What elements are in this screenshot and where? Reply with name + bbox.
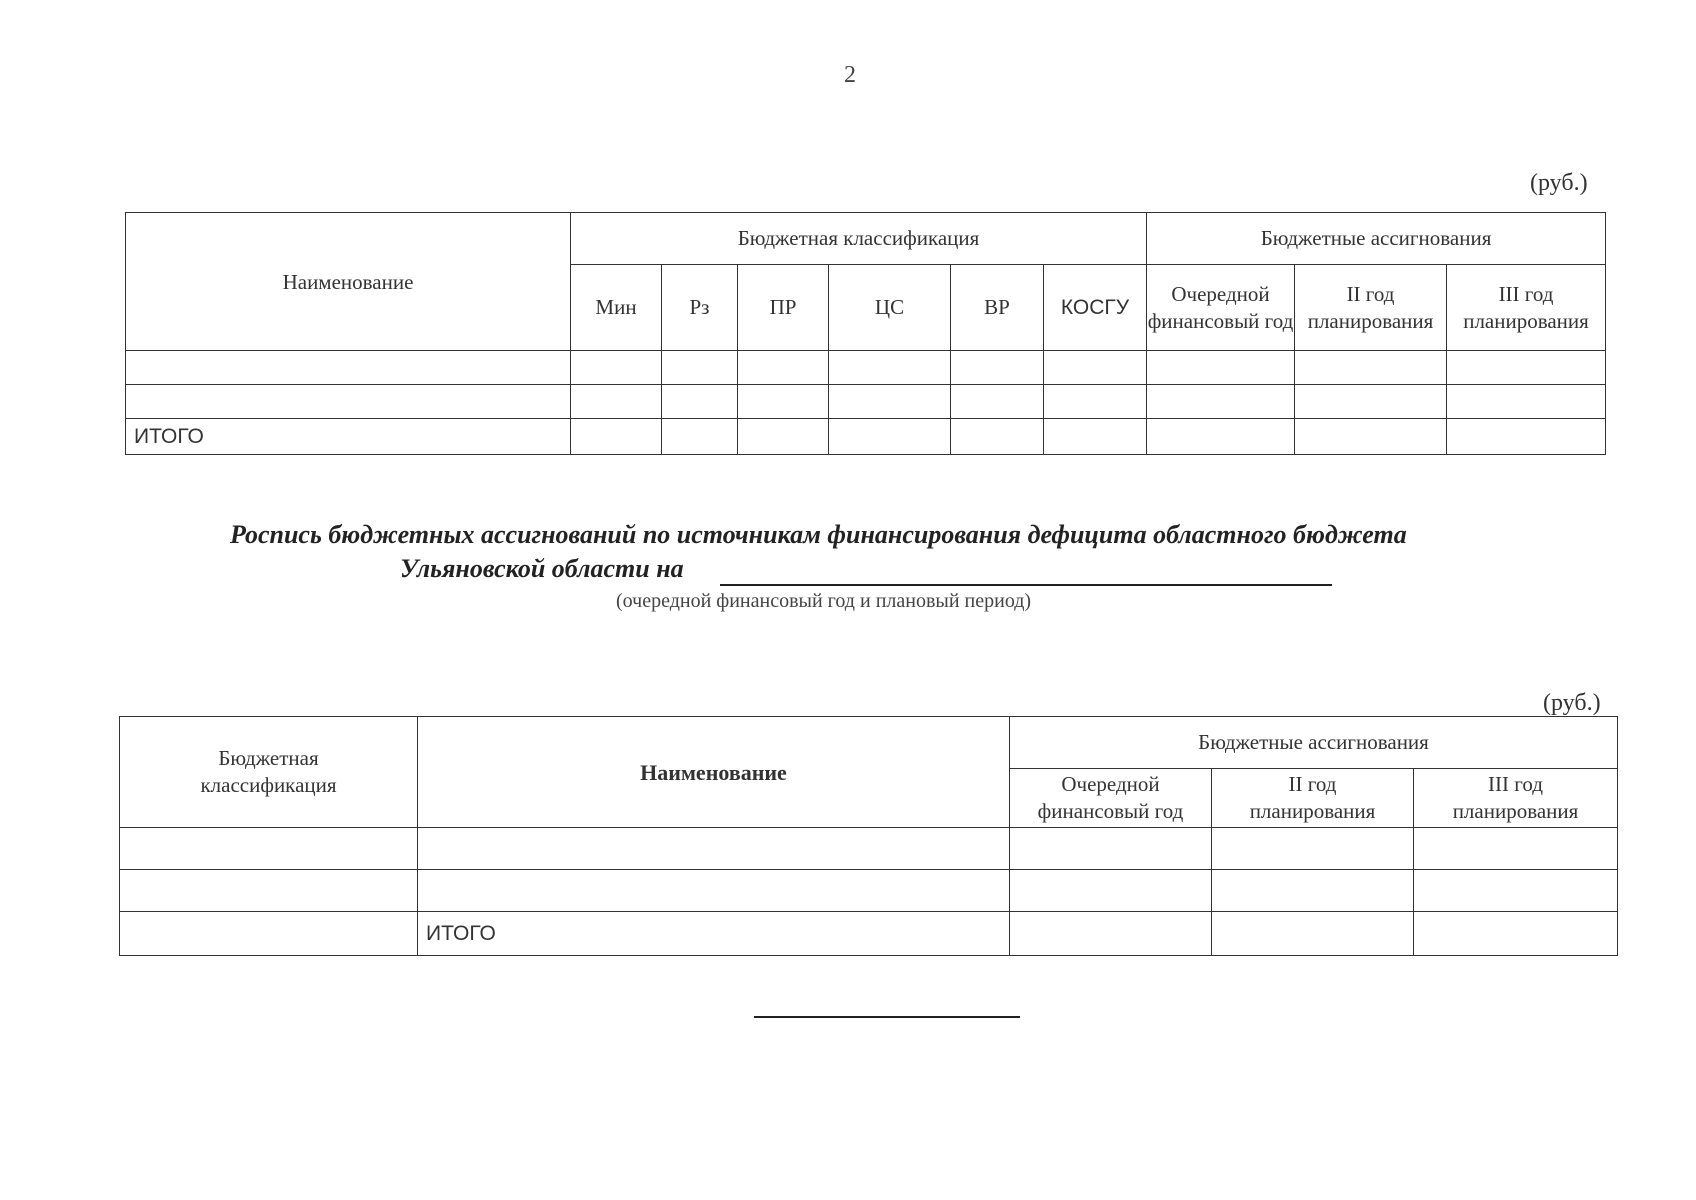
table2-header-classification: Бюджетная классификация [120,717,418,828]
table1-col-year2: II год планирования [1295,265,1447,351]
table1-header-classification: Бюджетная классификация [571,213,1147,265]
section-title-hint: (очередной финансовый год и плановый период) [616,590,1032,612]
table1-unit: (руб.) [1530,170,1588,196]
table-row [120,870,1618,912]
table1-col-rz: Рз [662,265,738,351]
closing-rule [754,1016,1020,1018]
table-row [126,351,1606,385]
sources-table [119,716,1618,956]
table1-col-pr: ПР [738,265,829,351]
table1-total-label: ИТОГО [126,419,571,455]
table1-col-min: Мин [571,265,662,351]
table2-total-row [120,912,1618,956]
period-fill-line [720,584,1332,586]
table1-col-kosgu: КОСГУ [1044,265,1147,351]
table-row [120,828,1618,870]
table2-header-name: Наименование [418,717,1010,828]
table1-col-vr: ВР [951,265,1044,351]
table1-col-year1: Очередной финансовый год [1147,265,1295,351]
page-number: 2 [844,62,856,88]
budget-table [125,212,1606,455]
table2-col-year2: II год планирования [1212,769,1414,828]
table2-header-assignments: Бюджетные ассигнования [1010,717,1618,769]
table2-col-year3: III год планирования [1414,769,1618,828]
table1-col-year3: III год планирования [1447,265,1606,351]
section-title-line1: Роспись бюджетных ассигнований по источникам финансирования дефицита областного бюджета [230,520,1407,549]
table1-header-assignments: Бюджетные ассигнования [1147,213,1606,265]
table1-total-row [126,419,1606,455]
section-title-line2: Ульяновской области на [400,554,684,583]
table2-total-label: ИТОГО [418,912,1010,956]
table-row [126,385,1606,419]
table1-header-name: Наименование [126,213,571,351]
table2-col-year1: Очередной финансовый год [1010,769,1212,828]
table2-unit: (руб.) [1543,690,1601,716]
table1-col-cs: ЦС [829,265,951,351]
